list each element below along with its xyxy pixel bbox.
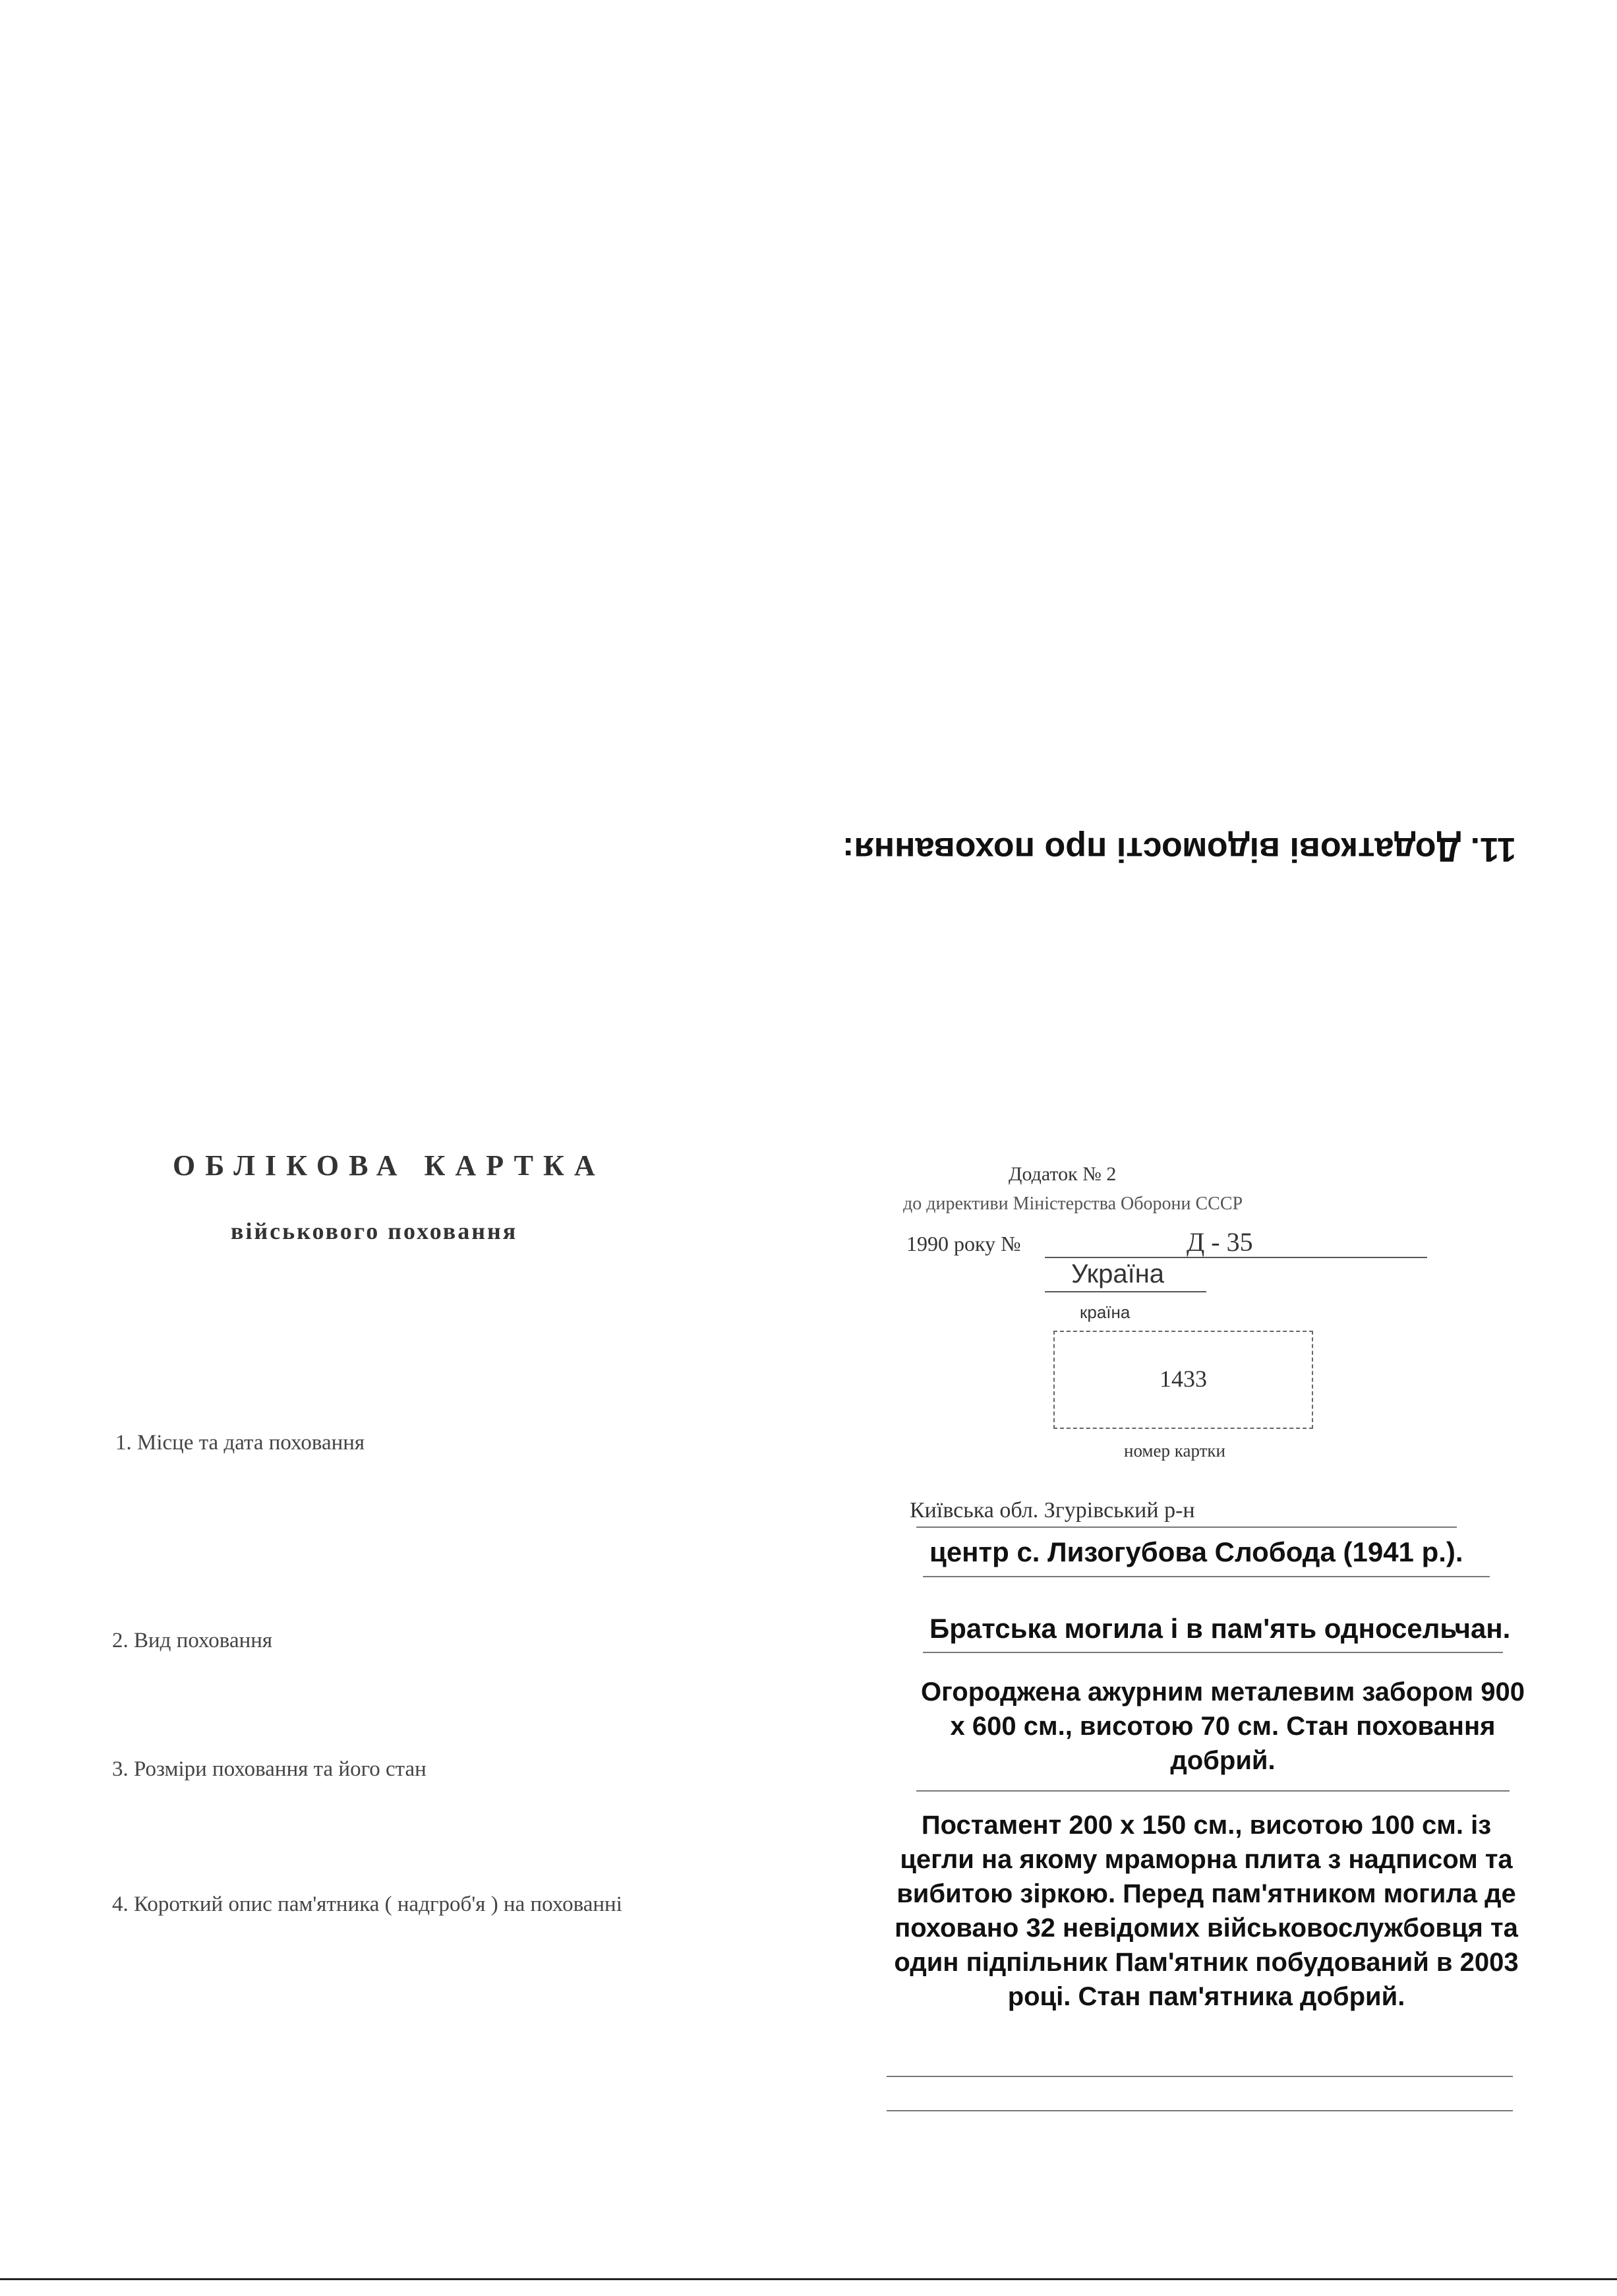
- answer-line: [923, 1652, 1503, 1653]
- answer-line: [887, 2110, 1513, 2111]
- answer-line: [923, 1576, 1490, 1577]
- question-size-condition: 3. Розміри поховання та його стан: [112, 1757, 426, 1781]
- flipped-heading: 11. Додаткові відомості про поховання:: [842, 830, 1516, 868]
- answer-size-condition: Огороджена ажурним металевим забором 900 х 600 см., висотою 70 см. Стан поховання добрий.: [921, 1677, 1525, 1775]
- directive-number-underline: [1045, 1257, 1427, 1258]
- answer-burial-type: Братська могила і в пам'ять односельчан.: [929, 1613, 1511, 1644]
- directive-year-label: 1990 року №: [906, 1232, 1021, 1255]
- answer-place-region: Київська обл. Згурівський р-н: [910, 1498, 1195, 1523]
- question-burial-type: 2. Вид поховання: [112, 1629, 273, 1652]
- country-underline: [1045, 1291, 1206, 1292]
- answer-line: [887, 2076, 1513, 2077]
- card-subtitle: військового поховання: [231, 1218, 518, 1244]
- appendix-label: Додаток № 2: [1009, 1163, 1117, 1185]
- answer-place-detail: центр с. Лизогубова Слобода (1941 р.).: [929, 1536, 1463, 1567]
- card-number-caption: номер картки: [1124, 1441, 1225, 1461]
- answer-monument-description: Постамент 200 х 150 см., висотою 100 см. із цегли на якому мраморна плита з надписом та вибитою зіркою. Перед пам'ятником могила де поховано 32 невідомих військовослужбовця та один підпільник Пам'ятник побудований в 2003 році. Стан пам'ятника добрий.: [894, 1811, 1519, 2011]
- answer-line: [916, 1790, 1510, 1792]
- card-number: 1433: [1160, 1366, 1207, 1392]
- card-title: ОБЛІКОВА КАРТКА: [173, 1149, 605, 1182]
- question-monument-description: 4. Короткий опис пам'ятника ( надгроб'я ) на похованні: [112, 1892, 622, 1916]
- answer-line: [916, 1526, 1457, 1528]
- question-place-date: 1. Місце та дата поховання: [115, 1431, 365, 1455]
- directive-label: до директиви Міністерства Оборони СССР: [903, 1193, 1243, 1214]
- scan-edge-line: [0, 2278, 1617, 2280]
- country-caption: країна: [1080, 1302, 1131, 1322]
- country-value: Україна: [1071, 1259, 1165, 1288]
- directive-number: Д - 35: [1187, 1227, 1253, 1257]
